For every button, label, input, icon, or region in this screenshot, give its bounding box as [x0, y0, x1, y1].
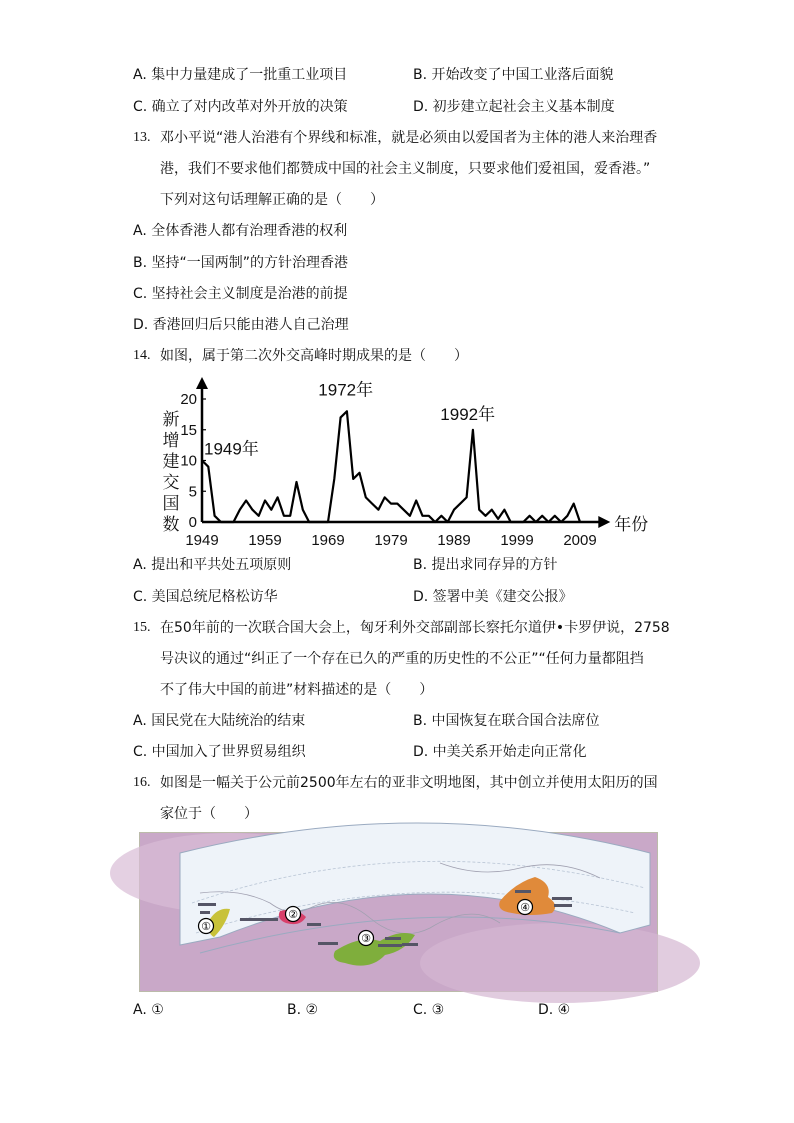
q13-stem-line3: 下列对这句话理解正确的是（ ）	[160, 192, 384, 208]
x-tick-label: 1949	[185, 532, 219, 549]
q12-option-b[interactable]: B. 开始改变了中国工业落后面貌	[413, 67, 614, 83]
q13-option-d[interactable]: D. 香港回归后只能由港人自己治理	[133, 317, 349, 333]
q16-option-a[interactable]: A. ①	[133, 1002, 164, 1018]
q15-option-c[interactable]: C. 中国加入了世界贸易组织	[133, 744, 306, 760]
ancient-civilizations-map	[139, 832, 658, 992]
q14-option-d[interactable]: D. 签署中美《建交公报》	[413, 589, 573, 605]
q16-stem-line1: 如图是一幅关于公元前2500年左右的亚非文明地图，其中创立并使用太阳历的国	[160, 775, 658, 791]
q15-option-d[interactable]: D. 中美关系开始走向正常化	[413, 744, 587, 760]
map-marker-2: ②	[288, 908, 298, 921]
q14-number: 14.	[133, 348, 151, 363]
x-tick-label: 1979	[374, 532, 408, 549]
q15-stem-line3: 不了伟大中国的前进”材料描述的是（ ）	[160, 682, 434, 698]
y-axis-arrow	[196, 377, 208, 389]
q15-option-a[interactable]: A. 国民党在大陆统治的结束	[133, 713, 306, 729]
q14-option-b[interactable]: B. 提出求同存异的方针	[413, 557, 558, 573]
q16-option-c[interactable]: C. ③	[413, 1002, 445, 1018]
q14-option-c[interactable]: C. 美国总统尼格松访华	[133, 589, 278, 605]
q13-stem-line1: 邓小平说“港人治港有个界线和标准，就是必须由以爱国者为主体的港人来治理香	[160, 130, 658, 146]
peak-annotation: 1992年	[440, 404, 496, 424]
peak-annotation: 1949年	[204, 439, 259, 459]
x-tick-label: 2009	[563, 532, 597, 549]
q14-stem: 如图，属于第二次外交高峰时期成果的是（ ）	[160, 348, 468, 364]
q15-option-b[interactable]: B. 中国恢复在联合国合法席位	[413, 713, 600, 729]
map-marker-3: ③	[361, 932, 371, 945]
map-marker-4: ④	[520, 901, 530, 914]
q12-option-d[interactable]: D. 初步建立起社会主义基本制度	[413, 99, 615, 115]
x-tick-label: 1989	[437, 532, 471, 549]
q15-stem-line2: 号决议的通过“纠正了一个存在已久的严重的历史性的不公正”“任何力量都阻挡	[160, 651, 644, 667]
y-axis-label-char: 数	[162, 515, 180, 534]
y-tick-label: 10	[180, 452, 197, 470]
q13-option-c[interactable]: C. 坚持社会主义制度是治港的前提	[133, 286, 348, 302]
y-axis-label-char: 增	[162, 431, 180, 450]
y-tick-label: 15	[180, 421, 197, 439]
q13-number: 13.	[133, 130, 151, 145]
x-axis-label: 年份	[614, 515, 649, 534]
q12-option-a[interactable]: A. 集中力量建成了一批重工业项目	[133, 67, 348, 83]
q13-option-b[interactable]: B. 坚持“一国两制”的方针治理香港	[133, 255, 349, 271]
peak-annotation: 1972年	[318, 380, 374, 400]
x-tick-label: 1969	[311, 532, 345, 549]
q13-stem-line2: 港，我们不要求他们都赞成中国的社会主义制度，只要求他们爱祖国，爱香港。”	[160, 161, 651, 177]
x-tick-label: 1959	[248, 532, 282, 549]
x-axis-arrow	[598, 516, 610, 528]
series-line	[202, 411, 580, 522]
y-axis-label-char: 国	[162, 494, 180, 513]
y-axis-label-char: 建	[162, 452, 180, 471]
q16-number: 16.	[133, 775, 151, 790]
map-marker-1: ①	[201, 920, 211, 933]
q15-stem-line1: 在50年前的一次联合国大会上，匈牙利外交部副部长察托尔道伊•卡罗伊说，2758	[160, 620, 670, 636]
q13-option-a[interactable]: A. 全体香港人都有治理香港的权利	[133, 223, 348, 239]
q14-option-a[interactable]: A. 提出和平共处五项原则	[133, 557, 292, 573]
q16-option-b[interactable]: B. ②	[287, 1002, 319, 1018]
x-tick-label: 1999	[500, 532, 534, 549]
y-axis-label-char: 交	[162, 473, 180, 492]
q15-number: 15.	[133, 620, 151, 635]
y-tick-label: 0	[188, 514, 197, 531]
y-tick-label: 20	[180, 391, 197, 408]
y-axis-label-char: 新	[162, 410, 180, 429]
q16-stem-line2: 家位于（ ）	[160, 806, 258, 822]
q16-option-d[interactable]: D. ④	[538, 1002, 571, 1018]
diplomatic-relations-chart	[158, 373, 649, 551]
q12-option-c[interactable]: C. 确立了对内改革对外开放的决策	[133, 99, 348, 115]
y-tick-label: 5	[188, 483, 197, 501]
